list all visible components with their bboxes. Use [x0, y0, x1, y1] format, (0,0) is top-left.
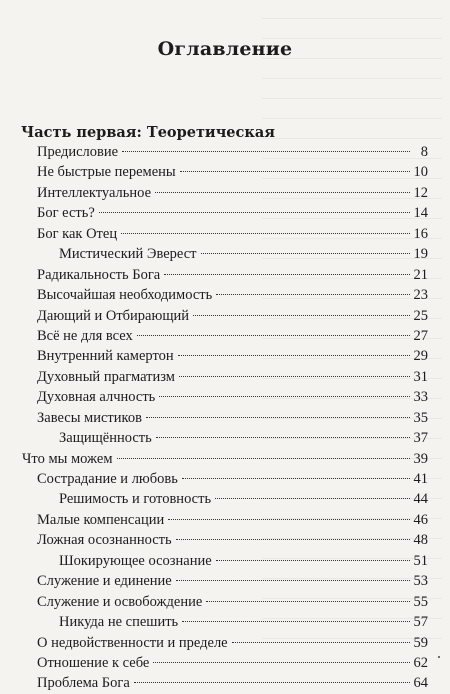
toc-entry-page: 16 — [413, 225, 428, 242]
toc-entry-page: 19 — [413, 246, 428, 263]
toc-entry[interactable] — [0, 203, 450, 223]
toc-entry[interactable] — [0, 265, 450, 285]
toc-entry-title: Что мы можем — [22, 450, 113, 467]
part-heading: Часть первая: Теоретическая — [21, 124, 275, 141]
toc-entry[interactable] — [0, 244, 450, 264]
dot-leader — [180, 171, 410, 172]
dot-leader — [117, 458, 410, 459]
toc-entry[interactable] — [0, 162, 450, 182]
dot-leader — [146, 417, 410, 418]
toc-entry[interactable] — [0, 653, 450, 673]
dot-leader — [215, 498, 409, 499]
dot-leader — [232, 642, 410, 643]
toc-entry[interactable] — [0, 326, 450, 346]
toc-entry-page: 31 — [413, 368, 428, 385]
toc-entry-page: 27 — [413, 327, 428, 344]
toc-entry-title: Служение и освобождение — [37, 593, 203, 610]
toc-entry-title: Никуда не спешить — [59, 614, 179, 631]
page-title: Оглавление — [157, 38, 293, 60]
toc-entry-page: 29 — [413, 348, 428, 365]
toc-entry-page: 39 — [413, 450, 428, 467]
toc-entry-page: 10 — [413, 164, 428, 181]
toc-entry[interactable] — [0, 633, 450, 653]
toc-entry-page: 23 — [413, 287, 428, 304]
toc-entry-page: 35 — [413, 409, 428, 426]
dot-leader — [168, 519, 409, 520]
toc-entry[interactable] — [0, 346, 450, 366]
toc-entry-title: Духовный прагматизм — [37, 368, 175, 385]
toc-entry-page: 55 — [413, 593, 428, 610]
toc-entry-title: Предисловие — [37, 144, 119, 160]
toc-entry[interactable] — [0, 387, 450, 407]
dot-leader — [182, 478, 410, 479]
toc-entry[interactable] — [0, 306, 450, 326]
toc-entry-page: 62 — [413, 654, 428, 671]
toc-entry-title: Дающий и Отбирающий — [37, 307, 190, 324]
toc-entry[interactable] — [0, 367, 450, 387]
toc-entry-page: 12 — [413, 184, 428, 201]
toc-entry[interactable] — [0, 224, 450, 244]
toc-entry[interactable] — [0, 551, 450, 571]
dot-leader — [179, 376, 410, 377]
dot-leader — [137, 335, 410, 336]
toc-entry-page: 25 — [413, 307, 428, 324]
toc-entry[interactable] — [0, 592, 450, 612]
dot-leader — [206, 601, 409, 602]
dot-leader — [156, 437, 410, 438]
toc-entry-title: Защищённость — [59, 430, 152, 447]
dot-leader — [178, 355, 410, 356]
toc-entry-page: 53 — [413, 573, 428, 590]
toc-entry-page: 57 — [413, 614, 428, 631]
toc-entry-title: Решимость и готовность — [59, 491, 212, 508]
toc-entry-page: 48 — [413, 532, 428, 549]
toc-entry-page: 37 — [413, 430, 428, 447]
toc-entry[interactable] — [0, 510, 450, 530]
toc-entry-title: Отношение к себе — [37, 654, 150, 671]
dot-leader — [193, 315, 409, 316]
toc-entry-title: Служение и единение — [37, 573, 172, 590]
toc-entry-title: Всё не для всех — [37, 327, 133, 344]
toc-entry[interactable] — [0, 183, 450, 203]
toc-entry[interactable] — [0, 571, 450, 591]
dot-leader — [201, 253, 410, 254]
toc-entry-page: 51 — [413, 552, 428, 569]
toc-entry-title: Радикальность Бога — [37, 266, 161, 283]
toc-entry-title: Шокирующее осознание — [59, 552, 212, 569]
toc-entry-page: 21 — [413, 266, 428, 283]
toc-entry[interactable] — [0, 673, 450, 693]
toc-entry-page: 44 — [413, 491, 428, 508]
toc-entry-title: Духовная алчность — [37, 389, 156, 406]
dot-leader — [155, 192, 409, 193]
dot-leader — [159, 396, 409, 397]
toc-entry[interactable] — [0, 469, 450, 489]
table-of-contents — [0, 142, 450, 694]
paper-speck — [438, 656, 440, 658]
dot-leader — [121, 233, 409, 234]
toc-entry[interactable] — [0, 142, 450, 162]
dot-leader — [176, 580, 410, 581]
toc-entry-title: Проблема Бога — [37, 675, 130, 692]
toc-entry-title: Ложная осознанность — [37, 532, 172, 549]
toc-entry-title: Мистический Эверест — [59, 246, 197, 263]
dot-leader — [176, 539, 410, 540]
toc-entry[interactable] — [0, 428, 450, 448]
dot-leader — [153, 662, 409, 663]
toc-entry-title: Интеллектуальное — [37, 184, 152, 201]
toc-entry[interactable] — [0, 285, 450, 305]
dot-leader — [99, 212, 410, 213]
toc-entry-page: 8 — [420, 144, 428, 160]
toc-entry-title: Не быстрые перемены — [37, 164, 176, 181]
toc-entry-title: Бог есть? — [37, 205, 95, 222]
dot-leader — [182, 621, 409, 622]
toc-entry[interactable] — [0, 449, 450, 469]
toc-entry-page: 14 — [413, 205, 428, 222]
toc-entry-title: Сострадание и любовь — [37, 471, 178, 487]
toc-entry-title: Бог как Отец — [37, 225, 118, 242]
toc-entry-page: 59 — [413, 634, 428, 651]
toc-entry-title: Высочайшая необходимость — [37, 287, 213, 304]
toc-entry[interactable] — [0, 612, 450, 632]
toc-entry[interactable] — [0, 489, 450, 509]
dot-leader — [134, 682, 410, 683]
toc-entry-page: 41 — [413, 471, 428, 487]
toc-entry-title: О недвойственности и пределе — [37, 634, 228, 651]
dot-leader — [216, 294, 409, 295]
toc-entry-page: 64 — [413, 675, 428, 692]
toc-entry-page: 46 — [413, 511, 428, 528]
dot-leader — [164, 274, 409, 275]
toc-entry-page: 33 — [413, 389, 428, 406]
dot-leader — [216, 560, 410, 561]
dot-leader — [122, 151, 410, 152]
toc-entry-title: Малые компенсации — [37, 511, 165, 528]
toc-entry[interactable] — [0, 530, 450, 550]
toc-entry-title: Завесы мистиков — [37, 409, 142, 426]
toc-entry[interactable] — [0, 408, 450, 428]
toc-entry-title: Внутренний камертон — [37, 348, 174, 365]
